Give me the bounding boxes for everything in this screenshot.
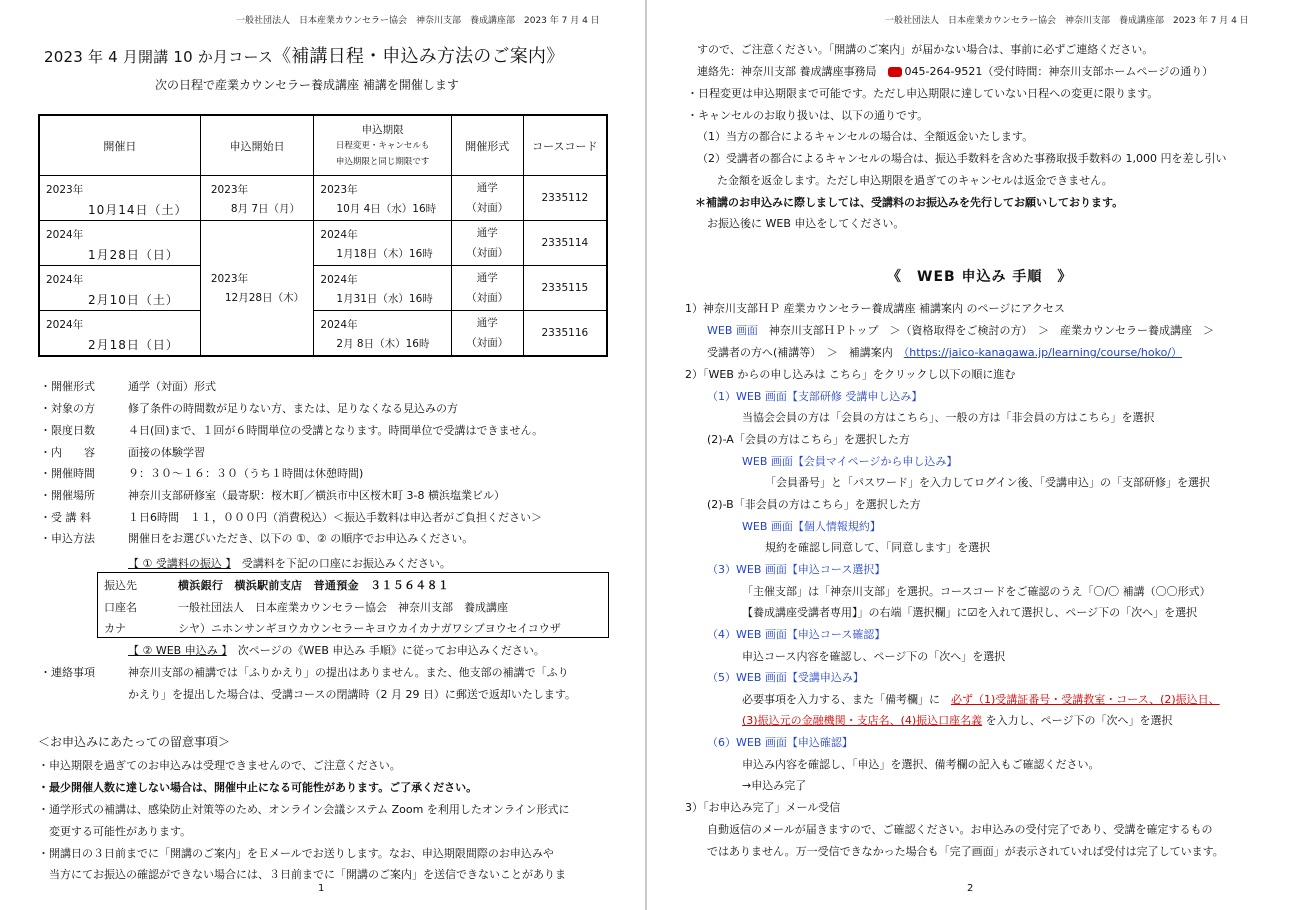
- step2-label: 【 ② WEB 申込み 】: [128, 644, 227, 657]
- format-line1: 通学: [476, 182, 498, 194]
- substep-5-text: [742, 691, 1220, 707]
- cell-dl-date: 1月18日（木）16時: [336, 248, 433, 260]
- header-deadline-title: 申込期限: [361, 123, 404, 136]
- step1-label: 【 ① 受講料の振込 】: [128, 557, 231, 570]
- bank-value: シヤ）ニホンサンギヨウカウンセラーキヨウカイカナガワシブヨウセイコウザ: [178, 622, 561, 635]
- substep-5-text-b: を入力し、ページ下の「次へ」を選択: [985, 714, 1173, 727]
- header-deadline-note2: 申込期限と同じ期限です: [335, 156, 430, 167]
- cell-start-year: 2023年: [210, 184, 249, 196]
- note-line: 変更する可能性があります。: [38, 825, 192, 838]
- format-line2: （対面）: [466, 202, 509, 214]
- cell-date: [39, 311, 200, 357]
- step1-text: 受講料を下記の口座にお振込みください。: [241, 557, 451, 570]
- cell-day: 2月10日（土）: [88, 293, 179, 307]
- substep-1-text: 当協会会員の方は「会員の方はこちら」、一般の方は「非会員の方はこちら」を選択: [742, 411, 1155, 424]
- cell-year: 2024年: [46, 229, 84, 241]
- detail-label: ・限度日数: [40, 424, 95, 437]
- cell-dl-year: 2024年: [320, 274, 358, 286]
- step-3-text: ではありません。万一受信できなかった場合も「完了画面」が表示されていれば受付は完了しています。: [707, 845, 1224, 858]
- format-line2: （対面）: [466, 292, 509, 304]
- detail-label: ・対象の方: [40, 402, 95, 415]
- cell-date: [39, 266, 200, 311]
- step-1-path-2: [707, 344, 1182, 360]
- header-date: 開催日: [39, 115, 200, 176]
- cell-deadline: [314, 311, 451, 357]
- table-row: [39, 266, 607, 311]
- cell-format: [451, 266, 523, 311]
- web-screen-label: WEB 画面: [707, 324, 758, 337]
- substep-6-complete: →申込み完了: [742, 779, 807, 792]
- page-1: [0, 0, 645, 910]
- payment-step-2: [128, 642, 545, 658]
- bank-value: 一般社団法人 日本産業カウンセラー協会 神奈川支部 養成講座: [178, 601, 508, 614]
- detail-row: [0, 487, 600, 505]
- header-format: 開催形式: [451, 115, 523, 176]
- cell-code: 2335116: [523, 311, 607, 357]
- cell-code: 2335115: [523, 266, 607, 311]
- bank-account-box: [97, 572, 609, 638]
- substep-3-title: （3）WEB 画面【申込コース選択】: [707, 563, 886, 576]
- contact-tel: 045-264-9521（受付時間：神奈川支部ホームページの通り）: [904, 65, 1214, 78]
- table-row: [39, 176, 607, 221]
- header-start: 申込開始日: [200, 115, 314, 176]
- substep-2b-web: WEB 画面【個人情報規約】: [742, 520, 881, 533]
- detail-value: 神奈川支部研修室（最寄駅：桜木町／横浜市中区桜木町 3-8 横浜塩業ビル）: [128, 489, 505, 502]
- cell-dl-year: 2023年: [320, 184, 358, 196]
- format-line1: 通学: [476, 272, 498, 284]
- note-line: ・申込期限を過ぎてのお申込みは受理できませんので、ご注意ください。: [38, 759, 401, 772]
- bullet-line: お振込後に WEB 申込をしてください。: [707, 217, 905, 230]
- bullet-line: ・キャンセルのお取り扱いは、以下の通りです。: [687, 109, 929, 122]
- cell-start-date: 8月 7日（月）: [230, 203, 301, 215]
- cell-format: [451, 311, 523, 357]
- detail-label: ・内 容: [40, 446, 95, 459]
- cell-deadline: [314, 266, 451, 311]
- step-3-title: 3）「お申込み完了」メール受信: [685, 801, 841, 814]
- substep-5-required-1: 必ず（1)受講証番号・受講教室・コース、(2)振込日、: [951, 693, 1220, 706]
- payment-step-1: [128, 555, 451, 571]
- format-line1: 通学: [476, 227, 498, 239]
- note-line: 当方にてお振込の確認ができない場合には、３日前までに「開講のご案内」を送信できないことがありま: [38, 868, 566, 881]
- header-deadline-note1: 日程変更・キャンセルも: [335, 140, 430, 151]
- substep-2a-text: 「会員番号」と「パスワード」を入力してログイン後、「受講申込」の「支部研修」を選択: [765, 476, 1210, 489]
- detail-value: 面接の体験学習: [128, 446, 205, 459]
- hoko-link[interactable]: （https://jaico-kanagawa.jp/learning/course/hoko/）: [903, 346, 1183, 359]
- header-deadline: [314, 115, 451, 176]
- cell-format: [451, 221, 523, 266]
- phone-icon: [888, 67, 902, 77]
- cell-start: [200, 176, 314, 221]
- note-line: ・最少開催人数に達しない場合は、開催中止になる可能性があります。ご了承ください。: [38, 781, 478, 794]
- detail-label: ・開催形式: [40, 380, 95, 393]
- substep-5-text-a: 必要事項を入力する、また「備考欄」に: [742, 693, 940, 706]
- bank-label: カナ: [104, 622, 126, 635]
- substep-2a-web: WEB 画面【会員マイページから申し込み】: [742, 455, 958, 468]
- note-line: ・通学形式の補講は、感染防止対策等のため、オンライン会議システム Zoom を利用したオンライン形式に: [38, 803, 570, 816]
- title-main: 《補講日程・申込み方法のご案内》: [273, 46, 565, 67]
- bank-label: 口座名: [104, 601, 137, 614]
- detail-value: ９：３０～１６：３０（うち１時間は休憩時間): [128, 467, 364, 480]
- cell-year: 2023年: [46, 184, 84, 196]
- substep-2a-title: (2)-A「会員の方はこちら」を選択した方: [707, 433, 910, 446]
- cell-dl-year: 2024年: [320, 229, 358, 241]
- cell-deadline: [314, 176, 451, 221]
- bank-value: 横浜銀行 横浜駅前支店 普通預金 ３１５６４８１: [178, 579, 450, 592]
- bullet-line: （1）当方の都合によるキャンセルの場合は、全額返金いたします。: [697, 130, 1034, 143]
- table-row: [39, 311, 607, 357]
- cell-date: [39, 221, 200, 266]
- table-row: [39, 221, 607, 266]
- cell-dl-year: 2024年: [320, 319, 358, 331]
- cell-dl-date: 10月 4日（水）16時: [336, 203, 437, 215]
- cell-start-merged: [200, 221, 314, 357]
- document-subtitle: 次の日程で産業カウンセラー養成講座 補講を開催します: [155, 78, 459, 92]
- bullet-line: ＊補講のお申込みに際しましては、受講料のお振込みを先行してお願いしております。: [695, 196, 1124, 209]
- header-code: コースコード: [523, 115, 607, 176]
- page-2: [647, 0, 1291, 910]
- cell-format: [451, 176, 523, 221]
- contact-line: かえり」を提出した場合は、受講コースの閉講時（2 月 29 日）に郵送で返却いたします。: [128, 688, 577, 701]
- cell-year: 2024年: [46, 319, 84, 331]
- detail-label: ・申込方法: [40, 532, 95, 545]
- cell-day: 10月14日（土）: [88, 203, 188, 217]
- table-header-row: [39, 115, 607, 176]
- substep-5-title: （5）WEB 画面【受講申込み】: [707, 671, 864, 684]
- bank-label: 振込先: [104, 579, 137, 592]
- substep-2b-text: 規約を確認し同意して、「同意します」を選択: [765, 541, 991, 554]
- cell-dl-date: 1月31日（水）16時: [336, 293, 433, 305]
- detail-label: ・受 講 料: [40, 511, 91, 524]
- schedule-table: [38, 114, 608, 357]
- substep-6-title: （6）WEB 画面【申込確認】: [707, 736, 853, 749]
- page-number: 2: [967, 883, 974, 894]
- web-procedure-heading: 《 WEB 申込み 手順 》: [887, 269, 1073, 285]
- substep-4-title: （4）WEB 画面【申込コース確認】: [707, 628, 886, 641]
- cell-dl-date: 2月 8日（木）16時: [336, 338, 430, 350]
- continued-line: すので、ご注意ください。「開講のご案内」が届かない場合は、事前に必ずご連絡ください。: [697, 43, 1154, 56]
- cell-day: 1月28日（日）: [88, 248, 179, 262]
- detail-row: [0, 444, 600, 462]
- detail-label: ・開催場所: [40, 489, 95, 502]
- page-header: 一般社団法人 日本産業カウンセラー協会 神奈川支部 養成講座部 2023 年 7 月 4 日: [885, 16, 1249, 26]
- step2-text: 次ページの《WEB 申込み 手順》に従ってお申込みください。: [237, 644, 545, 657]
- substep-2b-title: (2)-B「非会員の方はこちら」を選択した方: [707, 498, 921, 511]
- substep-1-title: （1）WEB 画面【支部研修 受講申し込み】: [707, 390, 923, 403]
- substep-5-required-2: (3)振込元の金融機関・支店名、(4)振込口座名義: [742, 714, 983, 727]
- detail-value: 通学（対面）形式: [128, 380, 216, 393]
- cell-start-year: 2023年: [210, 273, 249, 285]
- page-header: 一般社団法人 日本産業カウンセラー協会 神奈川支部 養成講座部 2023 年 7 月 4 日: [236, 16, 600, 26]
- cell-day: 2月18日（日）: [88, 338, 179, 352]
- page-number: 1: [318, 883, 325, 894]
- format-line1: 通学: [476, 317, 498, 329]
- detail-row: [0, 422, 600, 440]
- detail-value: ４日(回)まで、１回が６時間単位の受講となります。時間単位で受講はできません。: [128, 424, 544, 437]
- format-line2: （対面）: [466, 337, 509, 349]
- bullet-line: た金額を返金します。ただし申込期限を過ぎてのキャンセルは返金できません。: [717, 174, 1113, 187]
- document-title: [44, 42, 564, 68]
- format-line2: （対面）: [466, 247, 509, 259]
- substep-3-text: 【養成講座受講者専用】」の右端「選択欄」に☑を入れて選択し、ページ下の「次へ」を選択: [742, 606, 1198, 619]
- cell-date: [39, 176, 200, 221]
- detail-label: ・開催時間: [40, 467, 95, 480]
- step-1-title: 1）神奈川支部ＨＰ 産業カウンセラー養成講座 補講案内 のページにアクセス: [685, 302, 1065, 315]
- substep-5-text-2: [742, 712, 1172, 728]
- contact-line: 神奈川支部の補講では「ふりかえり」の提出はありません。また、他支部の補講で「ふり: [128, 666, 569, 679]
- cell-code: 2335112: [523, 176, 607, 221]
- detail-row: [0, 530, 600, 548]
- step-3-text: 自動返信のメールが届きますので、ご確認ください。お申込みの受付完了であり、受講を確定するもの: [707, 823, 1213, 836]
- contact-label: ・連絡事項: [40, 666, 95, 679]
- cell-code: 2335114: [523, 221, 607, 266]
- substep-4-text: 申込コース内容を確認し、ページ下の「次へ」を選択: [742, 650, 1006, 663]
- cell-year: 2024年: [46, 274, 84, 286]
- note-line: ・開講日の３日前までに「開講のご案内」をＥメールでお送りします。なお、申込期限間際のお申込みや: [38, 847, 554, 860]
- detail-value: 修了条件の時間数が足りない方、または、足りなくなる見込みの方: [128, 402, 458, 415]
- bullet-line: （2）受講者の都合によるキャンセルの場合は、振込手数料を含めた事務取扱手数料の 1,000 円を差し引い: [697, 152, 1227, 165]
- cell-deadline: [314, 221, 451, 266]
- step-1-path: [707, 322, 1214, 338]
- contact-prefix: 連絡先：神奈川支部 養成講座事務局: [697, 65, 877, 78]
- path-text-2: 受講者の方へ(補講等） ＞ 補講案内: [707, 346, 893, 359]
- title-prefix: 2023 年 4 月開講 10 か月コース: [44, 48, 274, 66]
- cell-start-date: 12月28日（木）: [224, 292, 305, 304]
- detail-row: [0, 400, 600, 418]
- path-text: 神奈川支部ＨＰトップ ＞（資格取得をご検討の方） ＞ 産業カウンセラー養成講座 ＞: [768, 324, 1215, 337]
- contact-line: [697, 63, 1213, 79]
- detail-row: [0, 378, 600, 396]
- detail-row: [0, 465, 600, 483]
- notes-title: ＜お申込みにあたっての留意事項＞: [38, 735, 231, 749]
- step-2-title: 2）「WEB からの申し込みは こちら」をクリックし以下の順に進む: [685, 368, 1016, 381]
- substep-3-text: 「主催支部」は「神奈川支部」を選択。コースコードをご確認のうえ「〇/〇 補講（〇〇形式）: [742, 585, 1211, 598]
- substep-6-text: 申込み内容を確認し、「申込」を選択、備考欄の記入もご確認ください。: [742, 758, 1100, 771]
- detail-value: 開催日をお選びいただき、以下の ①、② の順序でお申込みください。: [128, 532, 474, 545]
- bullet-line: ・日程変更は申込期限まで可能です。ただし申込期限に達していない日程への変更に限ります。: [687, 87, 1159, 100]
- detail-row: [0, 509, 600, 527]
- detail-value: １日6時間 １１，０００円（消費税込）＜振込手数料は申込者がご負担ください＞: [128, 511, 542, 524]
